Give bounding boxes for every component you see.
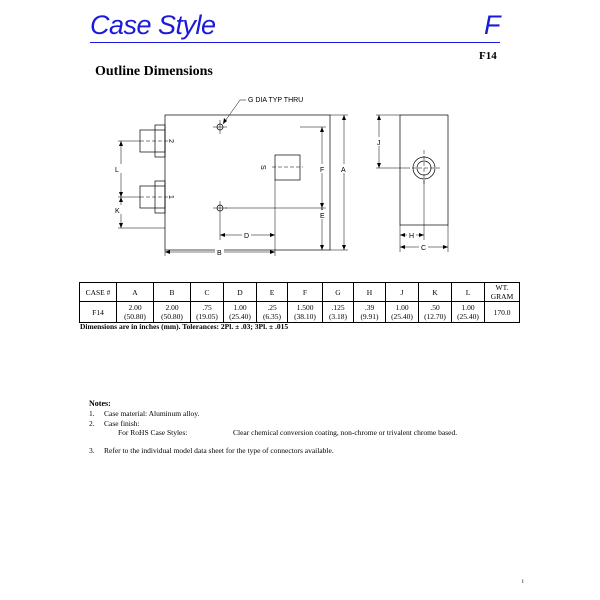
table-cell: 2.00 (50.80) (154, 302, 191, 323)
case-code: F14 (479, 50, 497, 62)
case-style-title: Case Style (90, 10, 216, 40)
table-cell: .39 (9.91) (354, 302, 386, 323)
table-cell-case: F14 (80, 302, 117, 323)
dim-l-label: L (115, 167, 119, 174)
table-header: J (386, 283, 419, 302)
note-text: Case finish: (104, 419, 140, 428)
table-cell: .25 (6.35) (257, 302, 288, 323)
port-s-connector (275, 155, 300, 180)
dimensions-table (79, 282, 520, 323)
table-cell: .75 (19.05) (191, 302, 224, 323)
table-header-row (80, 283, 520, 302)
table-header: A (117, 283, 154, 302)
front-view-body (165, 115, 330, 250)
table-cell: .125 (3.18) (323, 302, 354, 323)
table-header: G (323, 283, 354, 302)
note-number: 1. (89, 409, 95, 418)
table-cell: 2.00 (50.80) (117, 302, 154, 323)
dim-j-label: J (377, 140, 381, 147)
finish-label: For RoHS Case Styles: (118, 428, 188, 437)
dim-k-label: K (115, 208, 120, 215)
dim-c-label: C (421, 245, 427, 252)
dim-e-label: E (320, 213, 325, 220)
table-cell-weight: 170.0 (485, 302, 520, 323)
port-s-label: S (259, 165, 266, 170)
table-header: C (191, 283, 224, 302)
table-header-weight: WT. GRAM (485, 283, 520, 302)
case-style-letter: F (484, 10, 501, 40)
dim-b-label: B (217, 250, 222, 257)
notes-heading: Notes: (89, 399, 111, 408)
table-header: E (257, 283, 288, 302)
table-cell: .50 (12.70) (419, 302, 452, 323)
dim-d-label: D (244, 233, 250, 240)
port-2-label: 2 (167, 139, 174, 143)
table-header: L (452, 283, 485, 302)
note-number: 3. (89, 446, 95, 455)
note-text: Refer to the individual model data sheet for the type of connectors available. (104, 446, 334, 455)
dim-f-label: F (320, 167, 325, 174)
g-dia-callout: G DIA TYP THRU (248, 97, 304, 104)
table-header: CASE # (80, 283, 117, 302)
finish-value: Clear chemical conversion coating, non-chrome or trivalent chrome based. (233, 428, 458, 437)
table-header: B (154, 283, 191, 302)
table-cell: 1.00 (25.40) (452, 302, 485, 323)
port-1-label: 1 (167, 195, 174, 199)
table-header: K (419, 283, 452, 302)
page-number: i (522, 579, 524, 585)
tolerance-note: Dimensions are in inches (mm). Tolerances: 2Pl. ± .03; 3Pl. ± .015 (80, 322, 289, 331)
dim-h-label: H (409, 233, 415, 240)
note-number: 2. (89, 419, 95, 428)
section-title: Outline Dimensions (95, 64, 213, 79)
table-cell: 1.00 (25.40) (386, 302, 419, 323)
note-text: Case material: Aluminum alloy. (104, 409, 200, 418)
table-header: D (224, 283, 257, 302)
table-header: H (354, 283, 386, 302)
table-row (80, 302, 520, 323)
dim-a-label: A (341, 167, 346, 174)
table-header: F (288, 283, 323, 302)
table-cell: 1.500 (38.10) (288, 302, 323, 323)
table-cell: 1.00 (25.40) (224, 302, 257, 323)
